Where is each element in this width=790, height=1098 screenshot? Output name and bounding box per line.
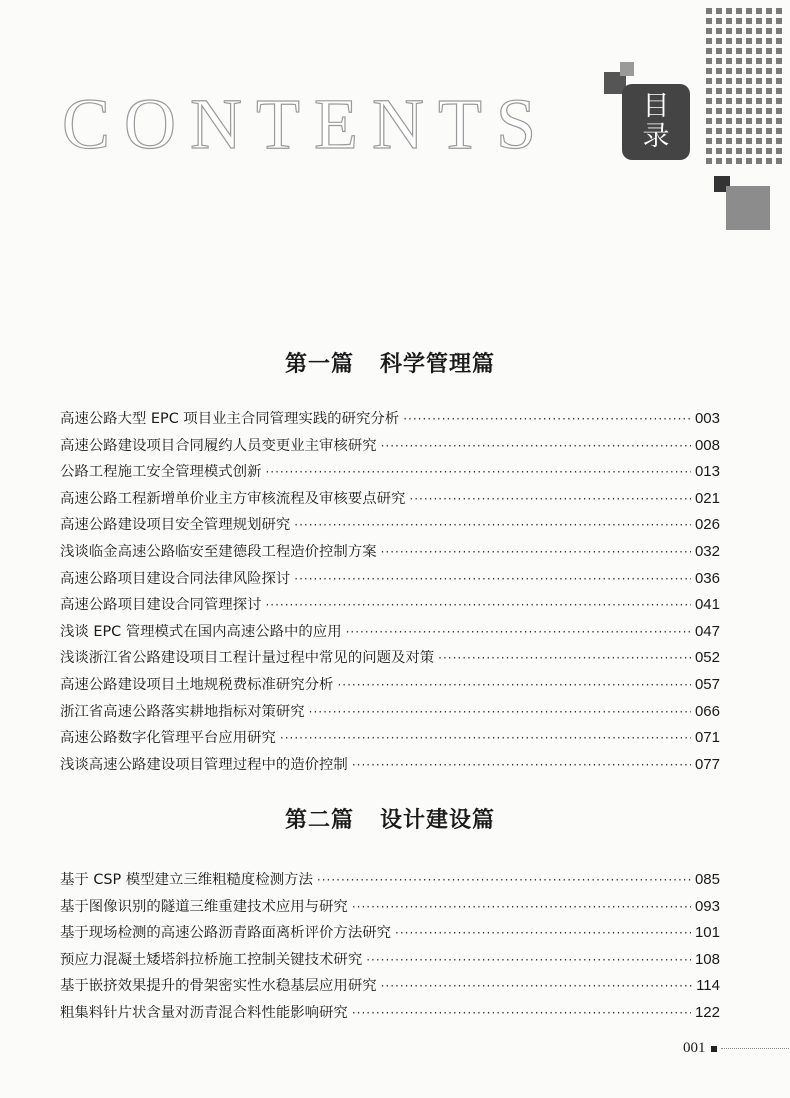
section-title <box>60 800 720 840</box>
section-title <box>60 344 720 384</box>
dot <box>726 138 732 144</box>
dot <box>716 158 722 164</box>
dot <box>706 138 712 144</box>
dot <box>716 118 722 124</box>
toc-entry-page: 008 <box>694 436 720 454</box>
dot <box>746 108 752 114</box>
mulu-badge <box>622 84 690 160</box>
toc-entry-page: 013 <box>694 463 720 481</box>
dot <box>766 108 772 114</box>
toc-entry-page: 047 <box>694 622 720 640</box>
dot <box>706 48 712 54</box>
dot <box>706 148 712 154</box>
toc-entry-page: 032 <box>694 542 720 560</box>
dot <box>706 18 712 24</box>
dot <box>746 158 752 164</box>
dot <box>746 8 752 14</box>
dot <box>776 148 782 154</box>
dot <box>746 28 752 34</box>
toc-entry-title: 浅谈高速公路建设项目管理过程中的造价控制 <box>60 756 348 773</box>
dot <box>766 88 772 94</box>
dot-leader <box>352 1006 691 1020</box>
toc-entry[interactable] <box>60 567 720 594</box>
dot <box>726 118 732 124</box>
corner-dot-pattern <box>706 8 782 164</box>
toc-entry-title: 高速公路项目建设合同管理探讨 <box>60 597 262 614</box>
toc-entry[interactable] <box>60 726 720 753</box>
mulu-char-1: 目 <box>642 91 670 122</box>
dot <box>736 128 742 134</box>
toc-entry[interactable] <box>60 646 720 673</box>
dot <box>706 58 712 64</box>
dot <box>746 58 752 64</box>
toc-entry[interactable] <box>60 948 720 975</box>
dot <box>716 98 722 104</box>
dot <box>766 98 772 104</box>
dot <box>716 38 722 44</box>
toc-entry[interactable] <box>60 620 720 647</box>
toc-entry-title: 高速公路建设项目合同履约人员变更业主审核研究 <box>60 437 377 454</box>
dot <box>776 58 782 64</box>
dot <box>716 18 722 24</box>
dot <box>736 108 742 114</box>
toc-entry[interactable] <box>60 540 720 567</box>
toc-entry-page: 122 <box>694 1003 720 1021</box>
dot <box>736 38 742 44</box>
dot <box>766 138 772 144</box>
dot <box>776 18 782 24</box>
dot <box>706 68 712 74</box>
dot <box>776 28 782 34</box>
toc-entry-title: 高速公路建设项目土地规税费标准研究分析 <box>60 676 334 693</box>
dot-leader <box>381 439 691 453</box>
dot <box>756 18 762 24</box>
dot <box>716 78 722 84</box>
toc-entry-page: 071 <box>694 729 720 747</box>
dot <box>766 58 772 64</box>
dot-leader <box>309 705 691 719</box>
dot <box>776 108 782 114</box>
dot <box>746 78 752 84</box>
toc-entry[interactable] <box>60 753 720 780</box>
dot <box>716 28 722 34</box>
dot <box>756 78 762 84</box>
dot <box>776 8 782 14</box>
dot <box>746 48 752 54</box>
dot <box>736 18 742 24</box>
dot <box>726 88 732 94</box>
dot <box>746 88 752 94</box>
contents-heading: CONTENTS <box>62 84 550 164</box>
toc-entry-title: 高速公路建设项目安全管理规划研究 <box>60 517 291 534</box>
dot <box>746 128 752 134</box>
dot <box>766 8 772 14</box>
toc-entry-title: 基于现场检测的高速公路沥青路面离析评价方法研究 <box>60 925 391 942</box>
dot <box>736 68 742 74</box>
dot <box>726 148 732 154</box>
dot <box>736 98 742 104</box>
dot-leader <box>280 731 691 745</box>
toc-entry-title: 高速公路工程新增单价业主方审核流程及审核要点研究 <box>60 490 406 507</box>
dot <box>736 158 742 164</box>
dot <box>706 88 712 94</box>
dot <box>746 148 752 154</box>
toc-entry-page: 101 <box>694 924 720 942</box>
dot-leader <box>294 518 691 532</box>
dot <box>766 78 772 84</box>
dot-leader <box>381 979 692 993</box>
dot-leader <box>317 873 691 887</box>
dot <box>766 68 772 74</box>
toc-entry-title: 公路工程施工安全管理模式创新 <box>60 464 262 481</box>
section-name: 设计建设篇 <box>380 807 496 833</box>
dot-leader <box>265 598 690 612</box>
toc-entry-page: 057 <box>694 675 720 693</box>
dot <box>736 118 742 124</box>
toc-entry-page: 093 <box>694 897 720 915</box>
dot-leader <box>352 758 691 772</box>
dot <box>726 98 732 104</box>
dot <box>706 28 712 34</box>
page-number-text: 001 <box>683 1040 706 1056</box>
dot <box>716 48 722 54</box>
dot <box>766 148 772 154</box>
dot <box>776 68 782 74</box>
dot <box>736 8 742 14</box>
dot <box>756 138 762 144</box>
dot <box>756 148 762 154</box>
toc-entry[interactable] <box>60 1001 720 1028</box>
toc-entry[interactable] <box>60 700 720 727</box>
dot <box>716 8 722 14</box>
toc-entry-page: 003 <box>694 410 720 427</box>
dot <box>756 68 762 74</box>
dot <box>736 58 742 64</box>
toc-entry-page: 077 <box>694 755 720 773</box>
dot <box>706 38 712 44</box>
toc-entry-title: 浅谈浙江省公路建设项目工程计量过程中常见的问题及对策 <box>60 650 435 667</box>
dot-leader <box>381 545 691 559</box>
dot <box>716 58 722 64</box>
dot <box>706 118 712 124</box>
dot-leader <box>409 492 691 506</box>
dot-leader <box>265 465 690 479</box>
dot <box>776 98 782 104</box>
dot <box>726 128 732 134</box>
dot-leader <box>395 926 691 940</box>
toc-entry-page: 066 <box>694 702 720 720</box>
page-number <box>683 1040 790 1057</box>
dot <box>706 98 712 104</box>
dot <box>776 78 782 84</box>
toc-list <box>60 407 720 779</box>
toc-entry-title: 高速公路数字化管理平台应用研究 <box>60 730 276 747</box>
toc-entry[interactable] <box>60 593 720 620</box>
dot <box>726 18 732 24</box>
dot <box>776 128 782 134</box>
dot <box>756 98 762 104</box>
toc-list <box>60 868 720 1028</box>
dot <box>756 28 762 34</box>
dot <box>766 118 772 124</box>
dot <box>756 48 762 54</box>
dot <box>776 138 782 144</box>
toc-entry-title: 基于图像识别的隧道三维重建技术应用与研究 <box>60 898 348 915</box>
dot <box>776 38 782 44</box>
dot <box>756 108 762 114</box>
accent-square <box>726 186 770 230</box>
toc-entry[interactable] <box>60 974 720 1001</box>
toc-entry[interactable] <box>60 434 720 461</box>
dot-leader <box>346 625 691 639</box>
dot <box>706 78 712 84</box>
dot <box>716 128 722 134</box>
dot <box>716 138 722 144</box>
dot <box>726 38 732 44</box>
dot <box>756 158 762 164</box>
dot <box>776 88 782 94</box>
dot-leader <box>294 572 691 586</box>
toc-entry-page: 085 <box>694 871 720 888</box>
toc-entry[interactable] <box>60 487 720 514</box>
dot <box>756 38 762 44</box>
dot <box>736 148 742 154</box>
dot <box>726 158 732 164</box>
dot <box>726 8 732 14</box>
dot <box>766 48 772 54</box>
dot <box>726 78 732 84</box>
dot <box>716 88 722 94</box>
dot-leader <box>366 953 691 967</box>
dot <box>706 8 712 14</box>
dot <box>726 48 732 54</box>
dot <box>756 118 762 124</box>
dot <box>736 48 742 54</box>
toc-entry-title: 基于 CSP 模型建立三维粗糙度检测方法 <box>60 872 313 888</box>
toc-entry-title: 浙江省高速公路落实耕地指标对策研究 <box>60 703 305 720</box>
dot <box>726 108 732 114</box>
dot <box>746 98 752 104</box>
toc-entry-title: 高速公路大型 EPC 项目业主合同管理实践的研究分析 <box>60 411 400 427</box>
dot <box>706 108 712 114</box>
section-science-management <box>60 344 720 779</box>
toc-entry-page: 114 <box>696 977 720 995</box>
folio-marker <box>711 1046 717 1052</box>
toc-entry[interactable] <box>60 673 720 700</box>
dot <box>746 68 752 74</box>
dot <box>726 28 732 34</box>
toc-entry[interactable] <box>60 513 720 540</box>
dot <box>706 158 712 164</box>
dot-leader <box>352 900 691 914</box>
section-part-label: 第一篇 <box>284 351 354 377</box>
toc-entry-title: 基于嵌挤效果提升的骨架密实性水稳基层应用研究 <box>60 978 377 995</box>
dot <box>776 48 782 54</box>
dot <box>766 38 772 44</box>
folio-rule <box>721 1048 790 1049</box>
dot <box>716 108 722 114</box>
dot <box>746 118 752 124</box>
dot <box>766 18 772 24</box>
dot-leader <box>403 412 691 426</box>
toc-entry-title: 预应力混凝土矮塔斜拉桥施工控制关键技术研究 <box>60 951 363 968</box>
dot <box>706 128 712 134</box>
mulu-char-2: 录 <box>642 121 670 152</box>
toc-entry-page: 108 <box>694 950 720 968</box>
toc-entry-title: 粗集料针片状含量对沥青混合料性能影响研究 <box>60 1004 348 1021</box>
dot <box>776 158 782 164</box>
dot-leader <box>337 678 691 692</box>
dot <box>756 128 762 134</box>
toc-entry[interactable] <box>60 407 720 434</box>
dot <box>716 148 722 154</box>
dot <box>756 58 762 64</box>
section-name: 科学管理篇 <box>380 351 496 377</box>
toc-entry[interactable] <box>60 921 720 948</box>
accent-square <box>620 62 634 76</box>
toc-entry-title: 浅谈 EPC 管理模式在国内高速公路中的应用 <box>60 623 342 640</box>
dot <box>766 128 772 134</box>
toc-entry-page: 036 <box>694 569 720 587</box>
dot <box>736 28 742 34</box>
dot <box>716 68 722 74</box>
toc-entry[interactable] <box>60 868 720 895</box>
dot <box>746 18 752 24</box>
toc-entry-page: 026 <box>694 516 720 534</box>
dot <box>776 118 782 124</box>
toc-entry[interactable] <box>60 895 720 922</box>
dot <box>736 88 742 94</box>
dot <box>726 68 732 74</box>
dot-leader <box>438 651 691 665</box>
dot <box>746 38 752 44</box>
dot <box>766 28 772 34</box>
dot <box>746 138 752 144</box>
section-part-label: 第二篇 <box>284 807 354 833</box>
toc-entry-page: 021 <box>694 489 720 507</box>
toc-entry-page: 052 <box>694 649 720 667</box>
toc-entry-title: 高速公路项目建设合同法律风险探讨 <box>60 570 291 587</box>
toc-entry[interactable] <box>60 460 720 487</box>
dot <box>736 138 742 144</box>
dot <box>726 58 732 64</box>
dot <box>756 8 762 14</box>
dot <box>756 88 762 94</box>
dot <box>736 78 742 84</box>
section-design-construction <box>60 800 720 1028</box>
toc-entry-title: 浅谈临金高速公路临安至建德段工程造价控制方案 <box>60 543 377 560</box>
dot <box>766 158 772 164</box>
toc-entry-page: 041 <box>694 596 720 614</box>
